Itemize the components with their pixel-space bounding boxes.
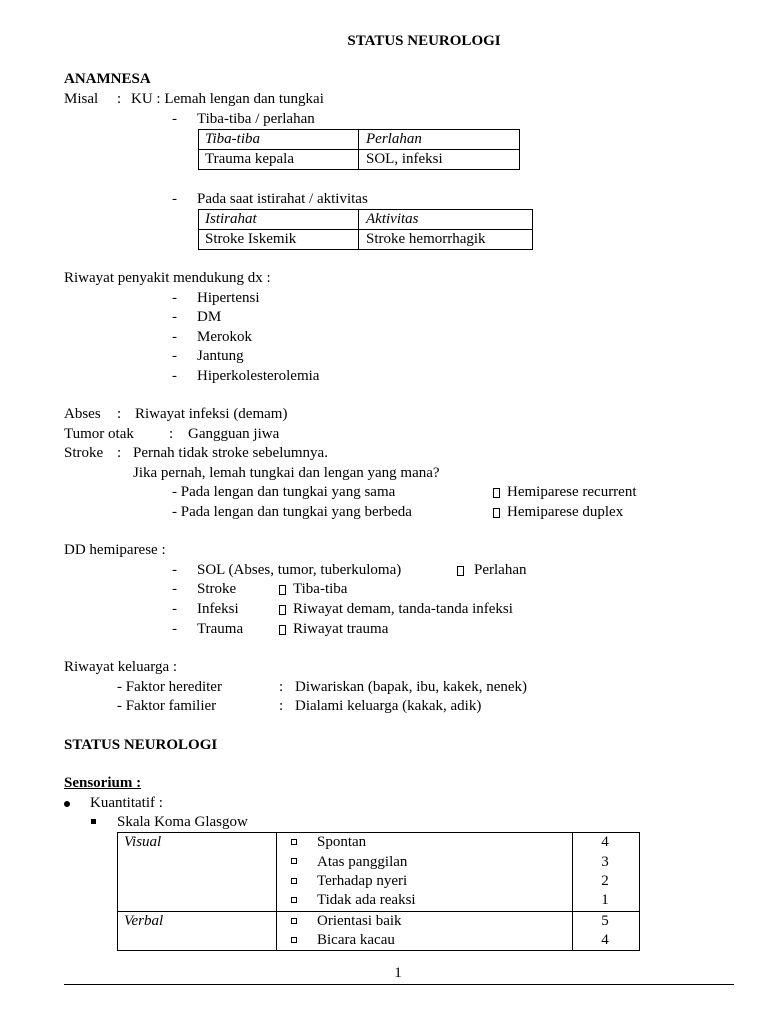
- q1-dash: -: [172, 111, 177, 127]
- dd-item-result: Riwayat trauma: [293, 621, 389, 637]
- abses-colon: :: [117, 406, 122, 422]
- table-divider: [198, 229, 533, 230]
- table-divider: [198, 149, 520, 150]
- keluarga-item-text: Diwariskan (bapak, ibu, kakek, nenek): [295, 679, 528, 695]
- list-item: Merokok: [197, 329, 252, 345]
- table-cell: Stroke Iskemik: [205, 231, 297, 247]
- list-item: DM: [197, 309, 222, 325]
- square-bullet-icon: [291, 937, 297, 943]
- table-header-perlahan: Perlahan: [366, 131, 422, 147]
- square-bullet-icon: [291, 918, 297, 924]
- status-heading: STATUS NEUROLOGI: [64, 737, 218, 753]
- abses-label: Abses: [64, 406, 101, 422]
- square-bullet-icon: [291, 858, 297, 864]
- list-dash: -: [172, 368, 177, 384]
- gcs-score: 4: [601, 932, 609, 948]
- dd-item-result: Riwayat demam, tanda-tanda infeksi: [293, 601, 513, 617]
- gcs-item: Bicara kacau: [317, 932, 395, 948]
- dd-heading: DD hemiparese :: [64, 542, 166, 558]
- q1-text: Tiba-tiba / perlahan: [197, 111, 315, 127]
- gcs-item: Tidak ada reaksi: [317, 892, 416, 908]
- list-dash: -: [172, 290, 177, 306]
- list-dash: -: [172, 581, 177, 597]
- table-header-istirahat: Istirahat: [205, 211, 257, 227]
- arrow-icon: [279, 605, 286, 615]
- arrow-icon: [493, 488, 500, 498]
- table-cell: SOL, infeksi: [366, 151, 443, 167]
- dd-item-label: Stroke: [197, 581, 237, 597]
- list-dash: -: [172, 329, 177, 345]
- gcs-score: 5: [601, 913, 609, 929]
- list-item: Jantung: [197, 348, 244, 364]
- arrow-icon: [457, 566, 464, 576]
- anamnesa-heading: ANAMNESA: [64, 71, 151, 87]
- dd-item-label: SOL (Abses, tumor, tuberkuloma): [197, 562, 402, 578]
- list-dash: -: [172, 309, 177, 325]
- list-dash: -: [172, 562, 177, 578]
- list-item: Hiperkolesterolemia: [197, 368, 320, 384]
- stroke-line-2: Jika pernah, lemah tungkai dan lengan yang mana?: [133, 465, 440, 481]
- keluarga-item-label: - Faktor familier: [117, 698, 217, 714]
- footer-rule: [64, 984, 734, 985]
- stroke-colon: :: [117, 445, 122, 461]
- misal-label: Misal: [64, 91, 99, 107]
- q2-dash: -: [172, 191, 177, 207]
- stroke-option-2-result: Hemiparese duplex: [507, 504, 624, 520]
- gcs-score: 2: [601, 873, 609, 889]
- gcs-item: Terhadap nyeri: [317, 873, 408, 889]
- table-divider: [572, 832, 573, 951]
- square-bullet-icon: [291, 839, 297, 845]
- gcs-category-visual: Visual: [124, 834, 162, 850]
- stroke-line-1: Pernah tidak stroke sebelumnya.: [133, 445, 328, 461]
- gcs-item: Orientasi baik: [317, 913, 402, 929]
- dd-item-result: Tiba-tiba: [293, 581, 348, 597]
- table-cell: Trauma kepala: [205, 151, 295, 167]
- table-divider: [276, 832, 277, 951]
- tumor-text: Gangguan jiwa: [188, 426, 280, 442]
- dd-item-label: Infeksi: [197, 601, 239, 617]
- misal-colon: :: [117, 91, 122, 107]
- dd-item-result: Perlahan: [474, 562, 527, 578]
- table-cell: Stroke hemorrhagik: [366, 231, 486, 247]
- gcs-category-verbal: Verbal: [124, 913, 164, 929]
- table-header-tiba-tiba: Tiba-tiba: [205, 131, 261, 147]
- stroke-option-1-result: Hemiparese recurrent: [507, 484, 637, 500]
- square-bullet-icon: [291, 897, 297, 903]
- kuantitatif-label: Kuantitatif :: [90, 795, 163, 811]
- skala-label: Skala Koma Glasgow: [117, 814, 248, 830]
- keluarga-item-text: Dialami keluarga (kakak, adik): [295, 698, 482, 714]
- sensorium-heading: Sensorium :: [64, 775, 142, 791]
- riwayat-penyakit-heading: Riwayat penyakit mendukung dx :: [64, 270, 271, 286]
- gcs-score: 3: [601, 854, 609, 870]
- gcs-item: Spontan: [317, 834, 367, 850]
- stroke-option-2: - Pada lengan dan tungkai yang berbeda: [172, 504, 412, 520]
- stroke-option-1: - Pada lengan dan tungkai yang sama: [172, 484, 396, 500]
- table-divider: [358, 209, 359, 250]
- page-number: 1: [394, 965, 402, 981]
- dd-item-label: Trauma: [197, 621, 244, 637]
- arrow-icon: [279, 585, 286, 595]
- table-divider: [358, 129, 359, 170]
- keluarga-item-colon: :: [279, 698, 284, 714]
- list-dash: -: [172, 621, 177, 637]
- tumor-colon: :: [169, 426, 174, 442]
- arrow-icon: [279, 625, 286, 635]
- square-bullet-icon: [91, 819, 96, 824]
- misal-text: KU : Lemah lengan dan tungkai: [131, 91, 324, 107]
- list-dash: -: [172, 601, 177, 617]
- keluarga-item-colon: :: [279, 679, 284, 695]
- abses-text: Riwayat infeksi (demam): [135, 406, 288, 422]
- table-header-aktivitas: Aktivitas: [366, 211, 419, 227]
- table-divider: [117, 911, 640, 912]
- gcs-score: 4: [601, 834, 609, 850]
- square-bullet-icon: [291, 878, 297, 884]
- bullet-icon: [64, 801, 70, 807]
- stroke-label: Stroke: [64, 445, 104, 461]
- gcs-item: Atas panggilan: [317, 854, 408, 870]
- list-item: Hipertensi: [197, 290, 260, 306]
- keluarga-item-label: - Faktor herediter: [117, 679, 222, 695]
- page-title: STATUS NEUROLOGI: [347, 33, 501, 49]
- list-dash: -: [172, 348, 177, 364]
- keluarga-heading: Riwayat keluarga :: [64, 659, 178, 675]
- gcs-score: 1: [601, 892, 609, 908]
- arrow-icon: [493, 508, 500, 518]
- q2-text: Pada saat istirahat / aktivitas: [197, 191, 368, 207]
- tumor-label: Tumor otak: [64, 426, 134, 442]
